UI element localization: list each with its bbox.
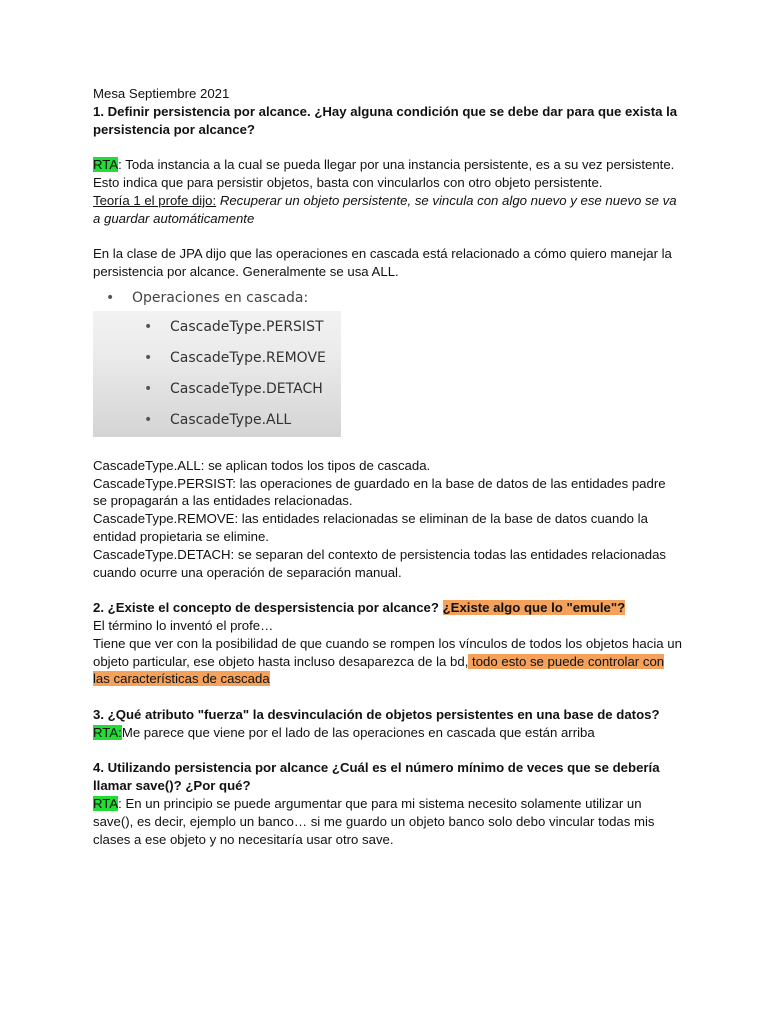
question-2-highlight: ¿Existe algo que lo "emule"?: [442, 600, 626, 616]
cascade-desc-persist: CascadeType.PERSIST: las operaciones de guardado en la base de datos de las entidades padre se propagarán a las entidades relacionadas.: [93, 475, 666, 509]
cascade-desc-detach: CascadeType.DETACH: se separan del contexto de persistencia todas las entidades relacionadas cuando ocurre una operación de separación manual.: [93, 546, 667, 580]
answer-2-highlight: todo esto se puede controlar con las características de cascada: [93, 653, 665, 687]
rta-label: RTA: [93, 795, 119, 811]
answer-2-line2: Tiene que ver con la posibilidad de que cuando se rompen los vínculos de todos los objetos hacia un objeto particular, ese objeto hasta incluso desaparezca de la bd, todo esto se puede controlar con las características de cascada: [93, 635, 682, 687]
cascade-desc-all: CascadeType.ALL: se aplican todos los tipos de cascada.: [93, 457, 431, 473]
cascade-operations-image: [93, 287, 341, 437]
teoria-text: Recuperar un objeto persistente, se vincula con algo nuevo y ese nuevo se va a guardar automáticamente: [93, 192, 677, 226]
cascade-item: • CascadeType.DETACH: [144, 380, 323, 397]
cascade-item: • CascadeType.REMOVE: [144, 349, 326, 366]
answer-3: [93, 724, 683, 742]
rta-label: RTA:: [93, 724, 122, 740]
answer-1-text: : Toda instancia a la cual se pueda llegar por una instancia persistente, es a su vez persistente. Esto indica que para persistir objetos, basta con vincularlos con otro objeto persistente.: [93, 157, 675, 190]
cascade-desc-remove: CascadeType.REMOVE: las entidades relacionadas se eliminan de la base de datos cuando la entidad propietaria se elimine.: [93, 511, 648, 544]
question-2: 2. ¿Existe el concepto de despersistencia por alcance? ¿Existe algo que lo "emule"?: [93, 600, 626, 616]
answer-1: [93, 156, 683, 192]
doc-title: Mesa Septiembre 2021: [93, 86, 230, 101]
rta-label: RTA: [93, 157, 119, 173]
answer-2-line1: El término lo inventó el profe…: [93, 617, 274, 633]
question-4: 4. Utilizando persistencia por alcance ¿Cuál es el número mínimo de veces que se debería llamar save()? ¿Por qué?: [93, 760, 660, 794]
question-3: 3. ¿Qué atributo "fuerza" la desvinculación de objetos persistentes en una base de datos?: [93, 706, 660, 722]
answer-4-text: : En un principio se puede argumentar que para mi sistema necesito solamente utilizar un save(), es decir, ejemplo un banco… si me guardo un objeto banco solo debo vincular todas mis clases a ese objeto y no necesitaría usar otro save.: [93, 795, 655, 847]
cascade-heading: • Operaciones en cascada:: [106, 289, 309, 306]
answer-3-text: Me parece que viene por el lado de las operaciones en cascada que están arriba: [121, 724, 595, 740]
teoria-label: Teoría 1 el profe dijo:: [93, 192, 217, 208]
cascade-item: • CascadeType.ALL: [144, 411, 292, 428]
cascade-item: • CascadeType.PERSIST: [144, 318, 324, 335]
question-1: 1. Definir persistencia por alcance. ¿Hay alguna condición que se debe dar para que exista la persistencia por alcance?: [93, 103, 678, 137]
document-body: [93, 85, 683, 848]
teoria-note: [93, 192, 683, 228]
jpa-paragraph: En la clase de JPA dijo que las operaciones en cascada está relacionado a cómo quiero manejar la persistencia por alcance. Generalmente se usa ALL.: [93, 246, 672, 279]
answer-4: [93, 795, 683, 848]
